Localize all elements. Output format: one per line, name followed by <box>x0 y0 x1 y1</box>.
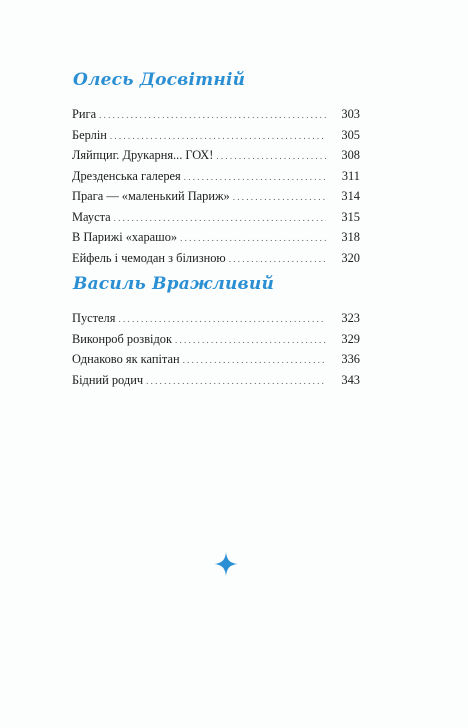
toc-entry-title: Однаково як капітан <box>72 352 180 366</box>
toc-entry <box>72 248 360 269</box>
section-author-title: Василь Вражливий <box>73 274 275 294</box>
toc-entry-title: Прага — «маленький Париж» <box>72 189 230 203</box>
toc-entry-title: Берлін <box>72 127 107 142</box>
toc-entry <box>72 104 360 125</box>
toc-entry <box>72 308 360 329</box>
toc-entry-page: 336 <box>341 352 360 366</box>
dot-leader <box>99 105 326 126</box>
toc-entry-title: Пустеля <box>72 311 116 325</box>
dot-leader <box>184 167 326 188</box>
dot-leader <box>175 330 326 351</box>
toc-entry-page: 318 <box>341 230 360 244</box>
toc-entry-page: 329 <box>341 331 360 346</box>
toc-entry-page: 320 <box>341 250 360 265</box>
toc-entry-title: Мауста <box>72 209 111 224</box>
dot-leader <box>110 126 326 147</box>
toc-list <box>72 308 360 390</box>
toc-entry-title: В Парижі «харашо» <box>72 230 178 244</box>
toc-entry-page: 343 <box>341 372 360 387</box>
toc-entry-page: 308 <box>341 148 360 162</box>
toc-entry <box>72 370 360 391</box>
toc-entry <box>72 227 360 248</box>
toc-entry-title: Виконроб розвідок <box>72 331 173 346</box>
toc-list <box>72 104 360 268</box>
dot-leader <box>233 187 326 208</box>
toc-section-1 <box>72 70 360 268</box>
toc-entry <box>72 349 360 370</box>
toc-entry-title: Ейфель і чемодан з білизною <box>72 250 226 265</box>
dot-leader <box>229 249 326 270</box>
toc-entry <box>72 166 360 187</box>
dot-leader <box>118 309 326 330</box>
dot-leader <box>146 371 326 392</box>
section-author-title: Олесь Досвітній <box>73 70 246 90</box>
toc-entry <box>72 125 360 146</box>
toc-entry-page: 311 <box>341 168 360 183</box>
toc-entry-page: 323 <box>341 311 360 325</box>
toc-entry-title: Дрезденська галерея <box>72 168 181 183</box>
toc-entry-page: 315 <box>341 209 360 224</box>
toc-entry <box>72 145 360 166</box>
toc-entry-title: Рига <box>72 107 97 121</box>
dot-leader <box>183 350 326 371</box>
dot-leader <box>180 228 326 249</box>
toc-entry-page: 305 <box>341 127 360 142</box>
toc-entry <box>72 329 360 350</box>
toc-entry-title: Бідний родич <box>72 372 144 387</box>
toc-entry-page: 303 <box>341 107 360 121</box>
toc-entry-page: 314 <box>341 189 360 203</box>
toc-entry-title: Ляйпциг. Друкарня... ГОХ! <box>72 148 214 162</box>
toc-entry <box>72 186 360 207</box>
toc-section-2 <box>72 274 360 390</box>
four-point-star-icon <box>214 552 238 576</box>
dot-leader <box>114 208 326 229</box>
toc-entry <box>72 207 360 228</box>
dot-leader <box>216 146 326 167</box>
